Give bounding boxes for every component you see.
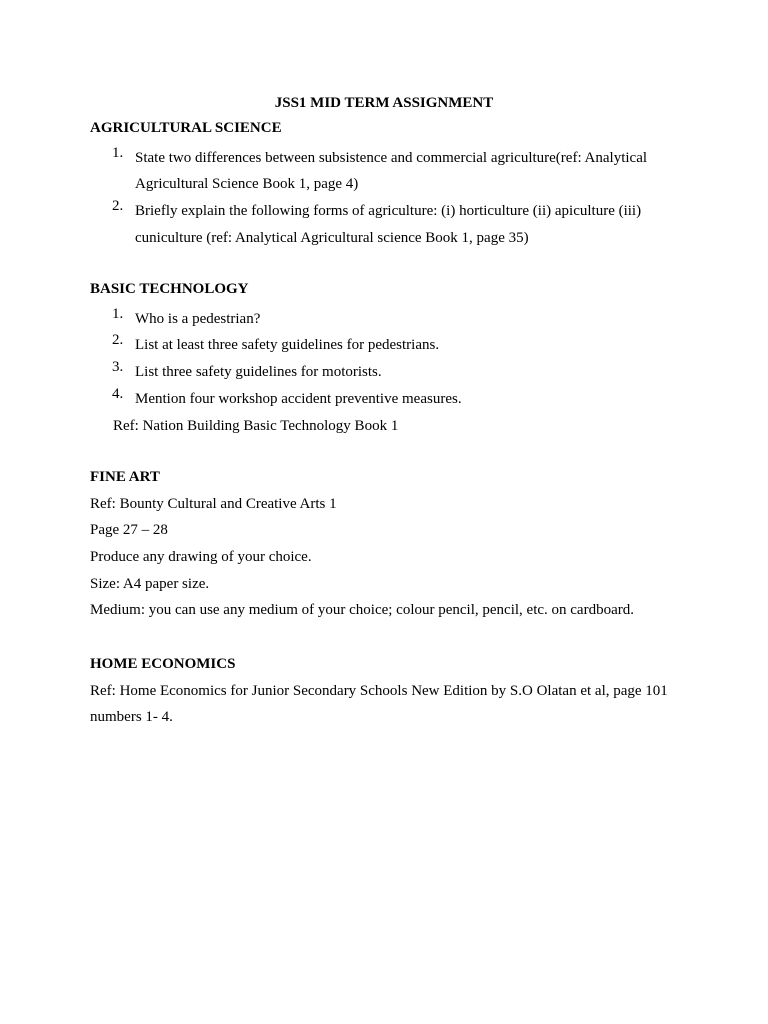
numbered-list xyxy=(90,145,690,252)
paragraph-line: Ref: Bounty Cultural and Creative Arts 1 xyxy=(90,495,337,512)
paragraph-line: Ref: Home Economics for Junior Secondary Schools New Edition by S.O Olatan et al, page 101 xyxy=(90,682,668,699)
list-item-text: Mention four workshop accident preventive measures. xyxy=(135,390,462,407)
list-item xyxy=(90,332,690,359)
list-item xyxy=(90,359,690,386)
reference-line: Ref: Nation Building Basic Technology Book 1 xyxy=(113,417,399,434)
list-item-text: cuniculture (ref: Analytical Agricultural science Book 1, page 35) xyxy=(135,229,529,246)
list-number: 3. xyxy=(112,359,124,376)
document-title: JSS1 MID TERM ASSIGNMENT xyxy=(274,95,494,111)
list-item xyxy=(90,198,690,251)
paragraph-line: Medium: you can use any medium of your choice; colour pencil, pencil, etc. on cardboard. xyxy=(90,602,634,619)
section-basic-technology xyxy=(90,279,690,439)
numbered-list xyxy=(90,306,690,413)
paragraph-line: numbers 1- 4. xyxy=(90,709,173,726)
list-number: 1. xyxy=(112,305,124,322)
section-heading: HOME ECONOMICS xyxy=(90,656,236,672)
list-number: 2. xyxy=(112,198,124,215)
list-item-text: Briefly explain the following forms of agriculture: (i) horticulture (ii) apiculture (iii) xyxy=(135,203,642,220)
paragraph-line: Size: A4 paper size. xyxy=(90,575,210,592)
list-item-text: List three safety guidelines for motorists. xyxy=(135,364,382,381)
paragraph-line: Page 27 – 28 xyxy=(90,522,168,539)
section-agricultural-science xyxy=(90,118,690,252)
list-number: 4. xyxy=(112,385,124,402)
section-heading: BASIC TECHNOLOGY xyxy=(90,281,249,297)
list-number: 2. xyxy=(112,332,124,349)
section-fine-art xyxy=(90,467,690,627)
list-item xyxy=(90,386,690,413)
list-number: 1. xyxy=(112,144,124,161)
paragraph-line: Produce any drawing of your choice. xyxy=(90,549,312,566)
list-item-text: Agricultural Science Book 1, page 4) xyxy=(135,176,359,193)
section-heading: FINE ART xyxy=(90,469,160,485)
list-item-text: Who is a pedestrian? xyxy=(135,310,261,327)
list-item xyxy=(90,306,690,333)
list-item-text: List at least three safety guidelines for pedestrians. xyxy=(135,337,440,354)
list-item-text: State two differences between subsistence and commercial agriculture(ref: Analytical xyxy=(135,149,648,166)
section-home-economics xyxy=(90,654,690,734)
section-heading: AGRICULTURAL SCIENCE xyxy=(90,120,282,136)
list-item xyxy=(90,145,690,198)
